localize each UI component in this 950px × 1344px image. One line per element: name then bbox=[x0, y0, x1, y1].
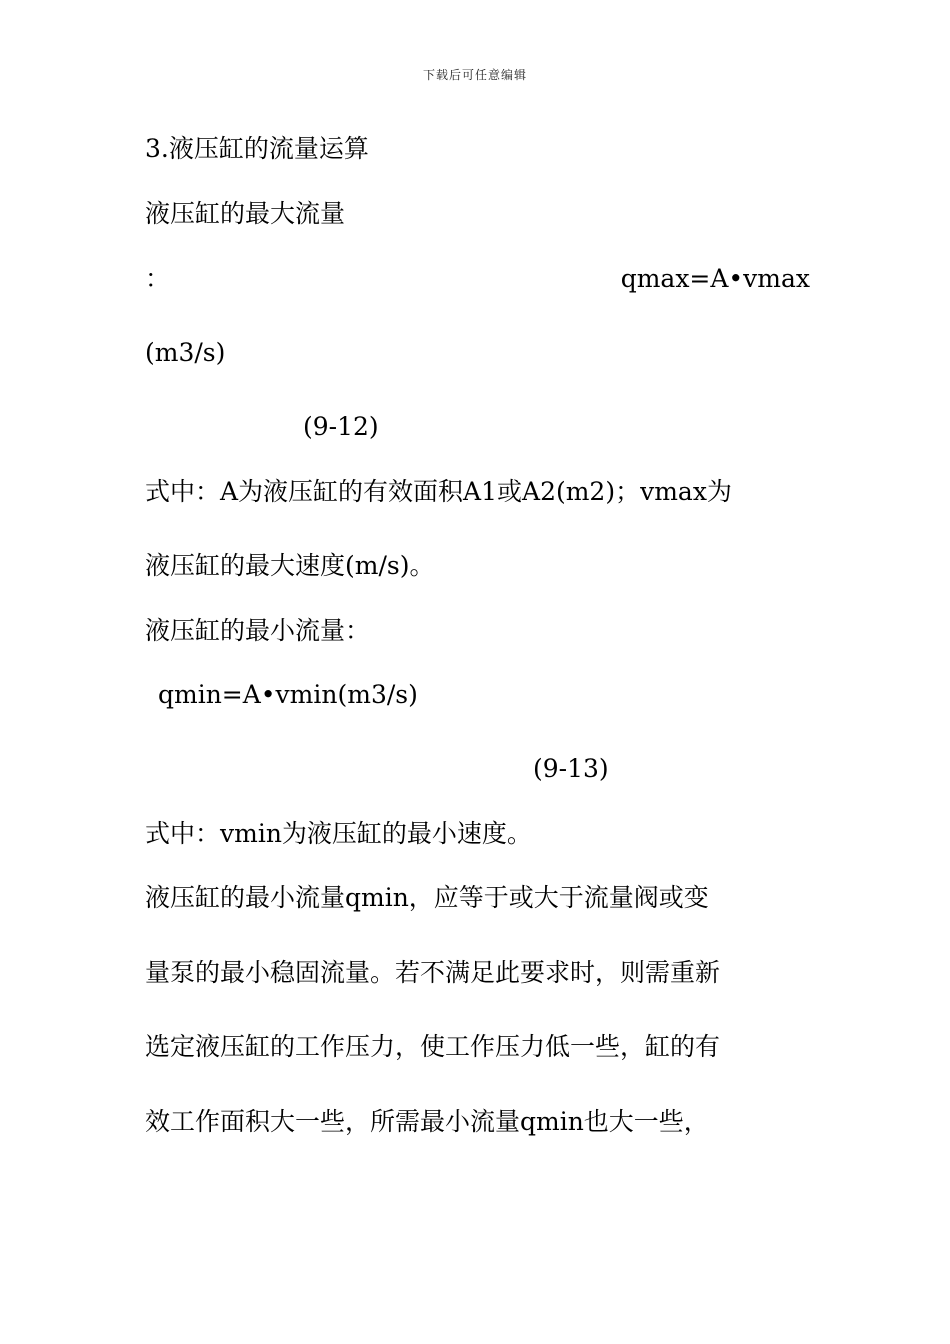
paragraph-line4: 效工作面积大一些，所需最小流量qmin也大一些， bbox=[145, 1107, 709, 1136]
min-flow-heading: 液压缸的最小流量： bbox=[145, 616, 371, 645]
paragraph-line2: 量泵的最小稳固流量。若不满足此要求时，则需重新 bbox=[145, 958, 721, 987]
equation-number-9-13: (9-13) bbox=[533, 754, 609, 783]
max-flow-formula-line bbox=[145, 262, 810, 296]
equation-number-9-12: (9-12) bbox=[303, 412, 379, 441]
max-flow-note-line2: 液压缸的最大速度(m/s)。 bbox=[145, 551, 435, 580]
section-title: 3.液压缸的流量运算 bbox=[145, 134, 369, 163]
max-flow-colon: ： bbox=[145, 264, 171, 293]
min-flow-formula: qmin=A•vmin(m3/s) bbox=[158, 680, 418, 709]
paragraph-line3: 选定液压缸的工作压力，使工作压力低一些，缸的有 bbox=[145, 1032, 721, 1061]
max-flow-formula: qmax=A•vmax bbox=[620, 264, 810, 293]
max-flow-heading: 液压缸的最大流量 bbox=[145, 199, 346, 228]
max-flow-unit: (m3/s) bbox=[145, 338, 226, 367]
paragraph-line1: 液压缸的最小流量qmin，应等于或大于流量阀或变 bbox=[145, 883, 709, 912]
min-flow-note: 式中：vmin为液压缸的最小速度。 bbox=[145, 819, 532, 848]
max-flow-note-line1: 式中：A为液压缸的有效面积A1或A2(m2)；vmax为 bbox=[145, 477, 732, 506]
page-header: 下载后可任意编辑 bbox=[422, 68, 527, 82]
